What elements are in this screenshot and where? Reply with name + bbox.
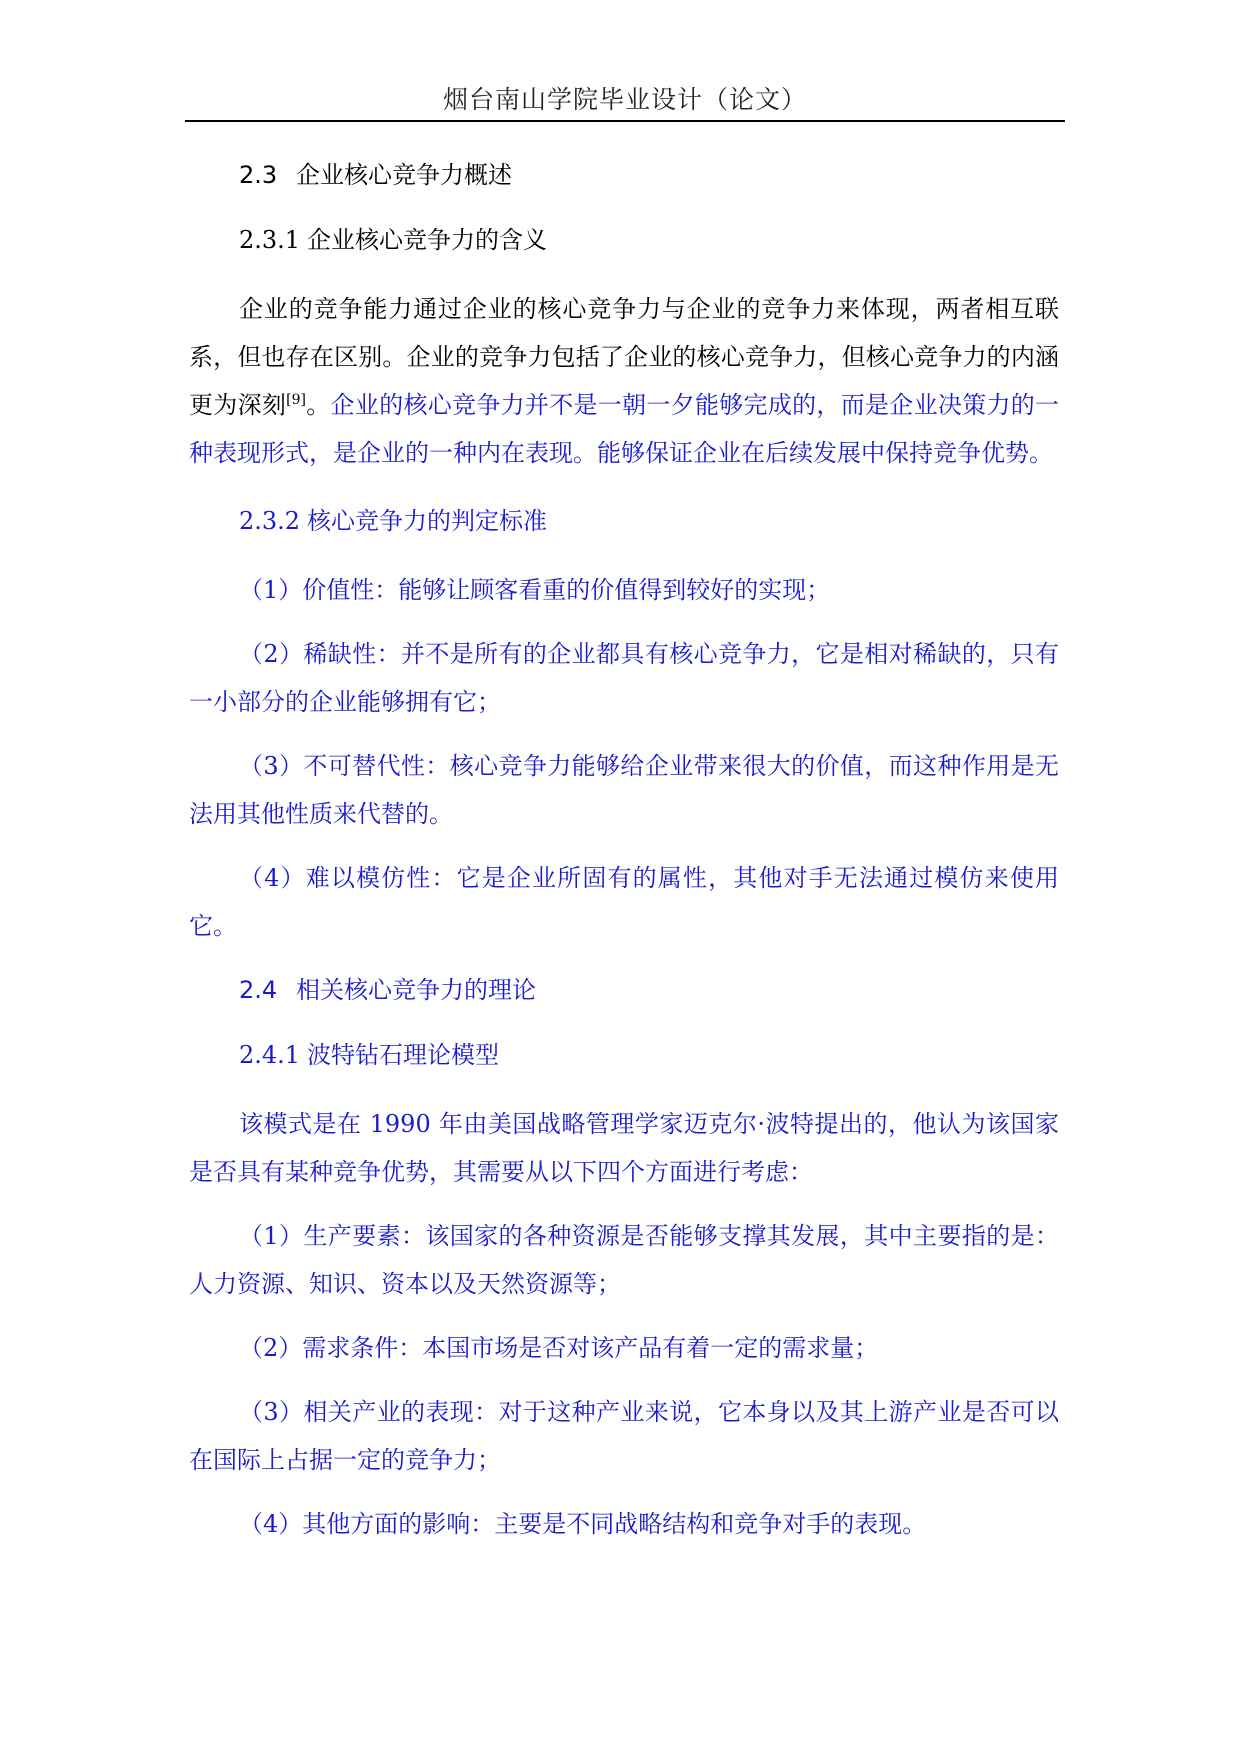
section-number: 2.3.2 (239, 507, 301, 535)
section-title: 波特钻石理论模型 (307, 1041, 499, 1069)
citation-ref: [9] (286, 392, 307, 408)
factor-item: （1）生产要素：该国家的各种资源是否能够支撑其发展，其中主要指的是：人力资源、知识、资本以及天然资源等； (189, 1222, 1059, 1298)
paragraph-punct: 。 (306, 391, 331, 419)
paragraph-highlighted-text: 企业的核心竞争力并不是一朝一夕能够完成的，而是企业决策力的一种表现形式，是企业的一种内在表现。能够保证企业在后续发展中保持竞争优势。 (189, 391, 1060, 467)
paragraph-definition (189, 285, 1059, 477)
criteria-item: （1）价值性：能够让顾客看重的价值得到较好的实现； (239, 576, 831, 604)
paragraph-text: 企业的竞争能力通过企业的核心竞争力与企业的竞争力来体现，两者相互联系，但也存在区别。企业的竞争力包括了企业的核心竞争力，但核心竞争力的内涵更为深刻 (189, 295, 1059, 419)
page-header-title: 烟台南山学院毕业设计（论文） (442, 85, 807, 114)
section-number: 2.3.1 (239, 226, 301, 254)
section-title: 核心竞争力的判定标准 (307, 507, 547, 535)
section-number: 2.3 (239, 161, 278, 189)
criteria-item: （2）稀缺性：并不是所有的企业都具有核心竞争力，它是相对稀缺的，只有一小部分的企业能够拥有它； (189, 640, 1059, 716)
subsection-heading-2-4-1 (239, 1035, 1059, 1075)
criteria-item: （3）不可替代性：核心竞争力能够给企业带来很大的价值，而这种作用是无法用其他性质来代替的。 (189, 752, 1059, 828)
section-title: 企业核心竞争力概述 (296, 161, 512, 189)
section-heading-2-3 (239, 155, 1059, 195)
factor-item: （4）其他方面的影响：主要是不同战略结构和竞争对手的表现。 (239, 1510, 927, 1538)
section-title: 企业核心竞争力的含义 (307, 226, 547, 254)
factor-item: （3）相关产业的表现：对于这种产业来说，它本身以及其上游产业是否可以在国际上占据一定的竞争力； (189, 1398, 1059, 1474)
section-title: 相关核心竞争力的理论 (296, 976, 536, 1004)
subsection-heading-2-3-2 (239, 501, 1059, 541)
section-number: 2.4 (239, 976, 278, 1004)
subsection-heading-2-3-1 (239, 220, 1059, 260)
criteria-item: （4）难以模仿性：它是企业所固有的属性，其他对手无法通过模仿来使用它。 (189, 864, 1059, 940)
header-divider (185, 120, 1065, 122)
section-number: 2.4.1 (239, 1041, 301, 1069)
paragraph-porter-model: 该模式是在 1990 年由美国战略管理学家迈克尔·波特提出的，他认为该国家是否具有某种竞争优势，其需要从以下四个方面进行考虑： (189, 1110, 1059, 1186)
section-heading-2-4 (239, 970, 1059, 1010)
factor-item: （2）需求条件：本国市场是否对该产品有着一定的需求量； (239, 1334, 879, 1362)
document-body (189, 155, 1059, 1564)
